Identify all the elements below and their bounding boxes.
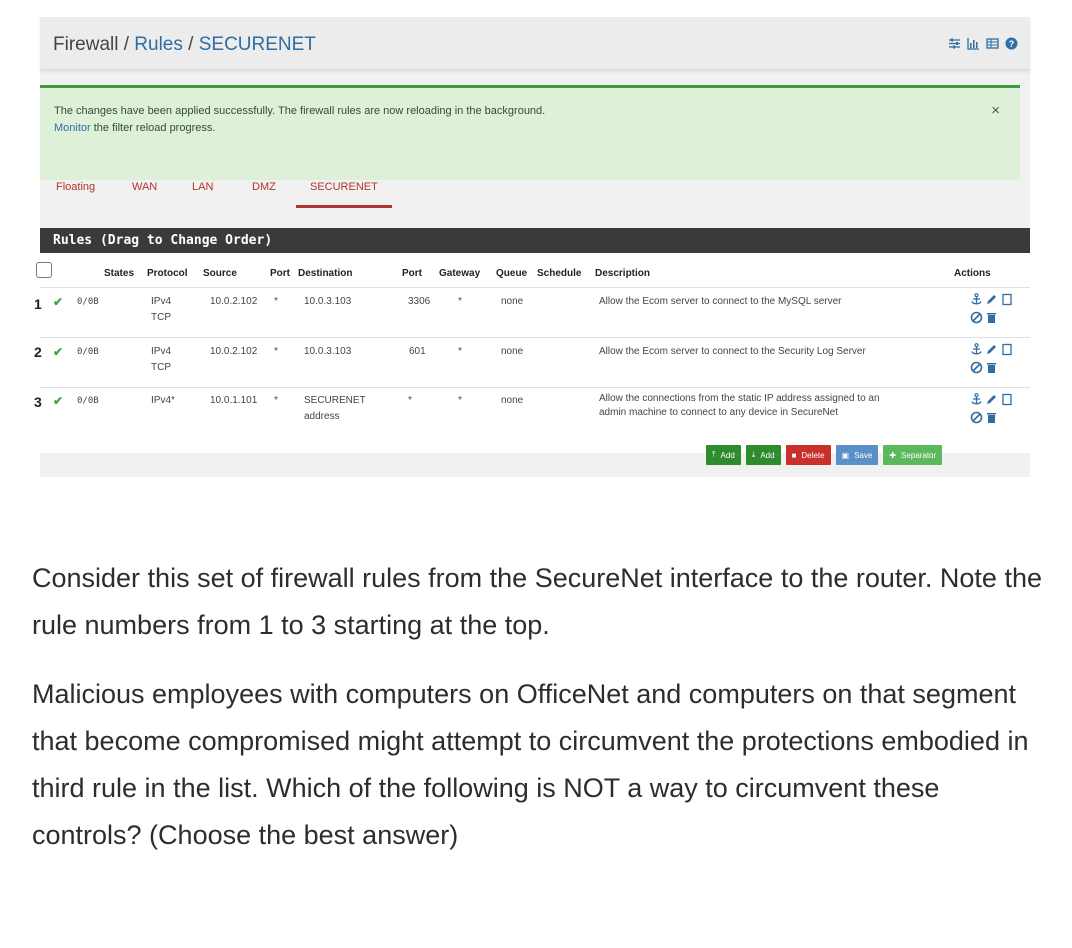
col-dport: Port [402,268,422,279]
breadcrumb-firewall[interactable]: Firewall [53,34,119,55]
col-gateway: Gateway [439,268,481,279]
col-source: Source [203,268,237,279]
save-icon: ▣ [841,450,850,460]
dport-value: 601 [409,346,426,357]
alert-message-rest: the filter reload progress. [93,122,216,134]
question-text [32,555,1042,881]
dport-value: 3306 [408,296,431,307]
table-row[interactable] [34,287,1030,336]
delete-label: Delete [801,450,825,460]
save-label: Save [854,450,873,460]
svg-text:?: ? [1008,39,1015,49]
firewall-screenshot [34,17,1030,477]
rule-number: 3 [34,394,42,410]
disable-icon[interactable] [970,311,983,324]
arrow-up-icon: ⤒ [712,450,716,459]
edit-icon[interactable] [985,393,998,406]
plus-icon: ✚ [889,450,897,460]
description-value: Allow the Ecom server to connect to the Security Log Server [599,346,866,357]
trash-icon: ■ [791,450,797,460]
destination-value: 10.0.3.103 [304,346,352,357]
alert-message: The changes have been applied successfully. The firewall rules are now reloading in the background. [54,105,546,117]
edit-icon[interactable] [985,343,998,356]
breadcrumb [53,34,316,56]
separator-button[interactable] [883,445,942,465]
breadcrumb-rules[interactable]: Rules [134,34,183,55]
alert-message-2 [54,122,215,134]
question-paragraph-2: Malicious employees with computers on OfficeNet and computers on that segment that become compromised might attempt to circumvent the protections embodied in third rule in the list. Which of the following is NOT a way to circumvent these controls? (Choose the best answer) [32,679,1029,850]
table-row[interactable] [34,337,1030,386]
anchor-icon[interactable] [970,343,983,356]
edit-icon[interactable] [985,293,998,306]
table-icon[interactable] [986,37,999,50]
col-states: States [104,268,135,279]
row-actions [970,393,1016,429]
col-schedule: Schedule [537,268,582,279]
queue-value: none [501,296,524,307]
check-icon: ✔ [53,394,64,408]
trash-icon[interactable] [985,361,998,374]
states-value[interactable]: 0/0B [77,396,99,406]
destination-value-2: address [304,411,340,422]
col-description: Description [595,268,651,279]
protocol-value: IPv4 [151,346,172,357]
trash-icon[interactable] [985,411,998,424]
action-buttons [706,445,942,465]
rule-number: 2 [34,344,42,360]
destination-value: SECURENET [304,395,366,406]
tab-floating[interactable]: Floating [56,181,96,193]
protocol-value-2: TCP [151,312,171,323]
separator-label: Separator [901,450,937,460]
source-value: 10.0.1.101 [210,395,258,406]
dport-value: * [408,395,412,406]
select-all-checkbox[interactable] [36,262,52,278]
tab-securenet[interactable]: SECURENET [296,181,392,208]
add-top-label: Add [720,450,735,460]
breadcrumb-securenet[interactable]: SECURENET [198,34,316,55]
queue-value: none [501,395,524,406]
description-value-2: admin machine to connect to any device in SecureNet [599,407,839,418]
source-port-value: * [274,346,278,357]
sliders-icon[interactable] [948,37,961,50]
row-actions [970,293,1016,329]
anchor-icon[interactable] [970,393,983,406]
gateway-value: * [458,296,462,307]
protocol-value: IPv4* [151,395,175,406]
arrow-down-icon: ⤓ [751,450,756,459]
copy-icon[interactable] [1000,393,1013,406]
col-destination: Destination [298,268,353,279]
help-icon[interactable] [1005,37,1018,50]
save-button[interactable] [836,445,879,465]
destination-value: 10.0.3.103 [304,296,352,307]
source-port-value: * [274,296,278,307]
tab-wan[interactable]: WAN [132,181,158,193]
disable-icon[interactable] [970,411,983,424]
question-paragraph-1: Consider this set of firewall rules from the SecureNet interface to the router. Note the rule numbers from 1 to 3 starting at the top. [32,563,1042,640]
panel-heading: Rules (Drag to Change Order) [40,228,1030,253]
rules-table [34,253,1030,453]
source-port-value: * [274,395,278,406]
description-value: Allow the connections from the static IP address assigned to an [599,393,880,404]
breadcrumb-sep: / [188,34,194,55]
top-icons [948,37,1018,50]
col-queue: Queue [496,268,528,279]
check-icon: ✔ [53,295,64,309]
disable-icon[interactable] [970,361,983,374]
description-value: Allow the Ecom server to connect to the MySQL server [599,296,842,307]
monitor-link[interactable]: Monitor [54,122,91,134]
gateway-value: * [458,395,462,406]
tab-lan[interactable]: LAN [192,181,214,193]
copy-icon[interactable] [1000,293,1013,306]
source-value: 10.0.2.102 [210,296,258,307]
check-icon: ✔ [53,345,64,359]
protocol-value-2: TCP [151,362,171,373]
interface-tabs [40,177,1030,217]
queue-value: none [501,346,524,357]
gateway-value: * [458,346,462,357]
col-protocol: Protocol [147,268,188,279]
states-value[interactable]: 0/0B [77,347,99,357]
tab-dmz[interactable]: DMZ [252,181,276,193]
row-actions [970,343,1016,379]
success-alert [40,85,1020,180]
anchor-icon[interactable] [970,293,983,306]
rule-number: 1 [34,296,42,312]
breadcrumb-sep: / [123,34,130,55]
trash-icon[interactable] [985,311,998,324]
copy-icon[interactable] [1000,343,1013,356]
source-value: 10.0.2.102 [210,346,258,357]
table-row[interactable] [34,387,1030,436]
close-icon[interactable]: × [991,102,1000,119]
delete-button[interactable] [786,445,831,465]
col-actions: Actions [954,268,991,279]
add-top-button[interactable] [706,445,741,465]
add-bottom-label: Add [760,450,775,460]
top-bar [40,17,1030,70]
protocol-value: IPv4 [151,296,172,307]
states-value[interactable]: 0/0B [77,297,99,307]
col-port: Port [270,268,290,279]
chart-icon[interactable] [967,37,980,50]
add-bottom-button[interactable] [746,445,781,465]
